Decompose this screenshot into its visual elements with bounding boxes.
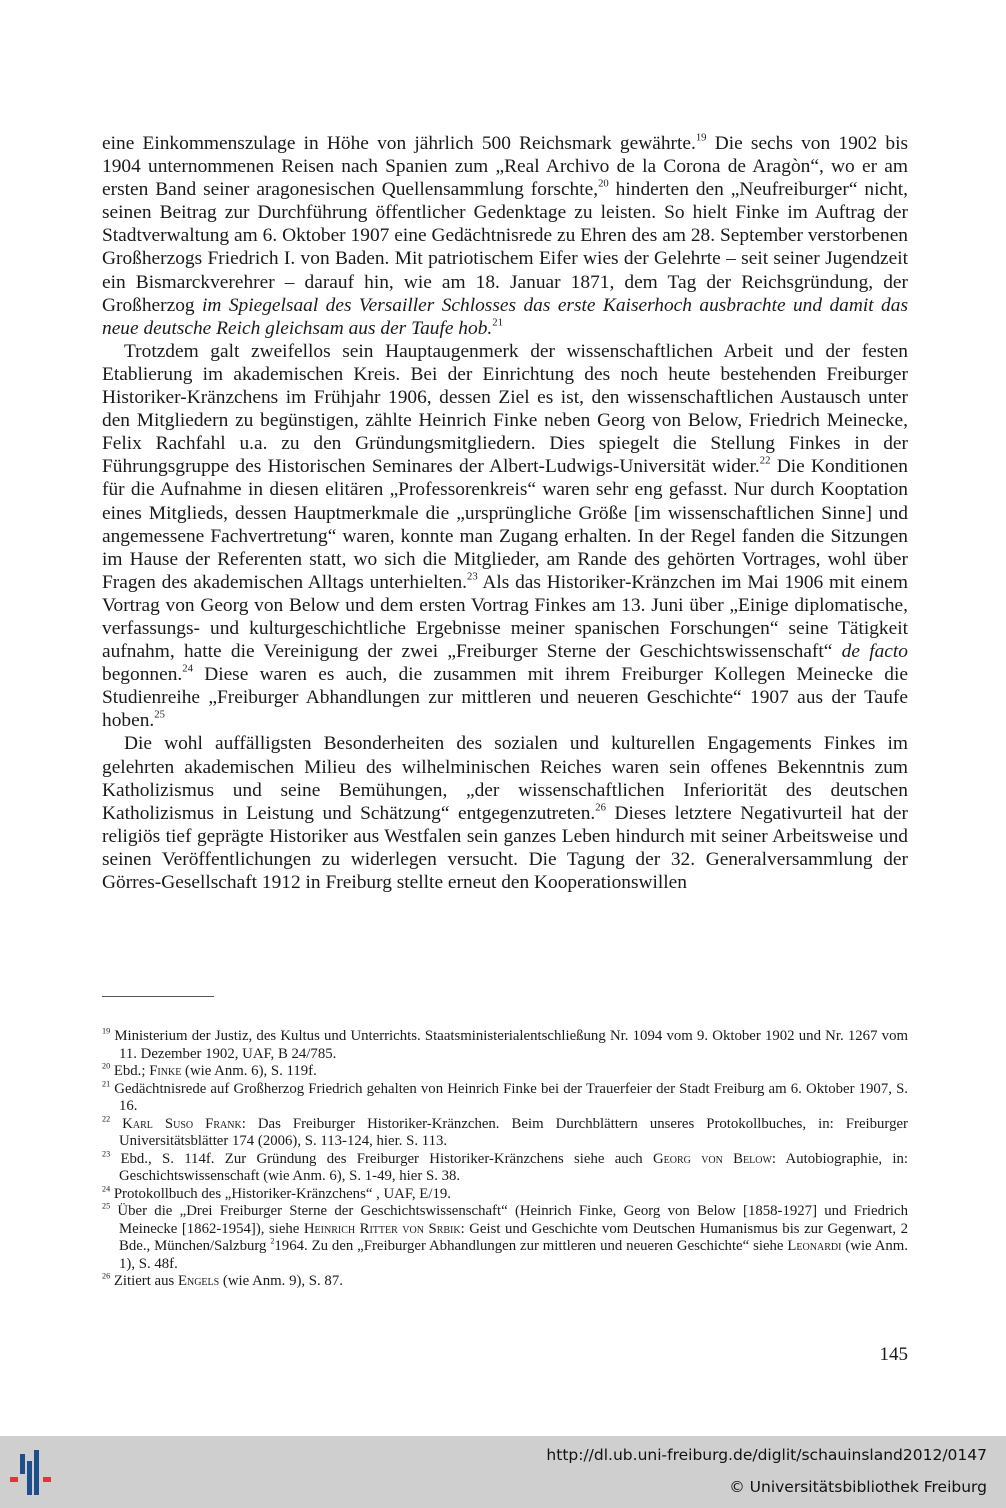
footnote-number: 24 [102,1184,111,1193]
footnote-text: (wie Anm. 1), S. 48f. [119,1238,908,1272]
italic-term: de facto [841,641,908,663]
text-run: Die Konditionen für die Aufnahme in diesen elitären „Professorenkreis“ waren sehr eng gefasst. Nur durch Kooptation eines Mitglieds, dessen Hauptmerkmale die „ursprüngliche Größe [im wissenschaftlichen Sinne] und angemessene Fachvertretung“ waren, konnte man Zugang erhalten. In der Regel fanden die Sitzungen im Hause der Referenten statt, wo sich die Mitglieder, am Rande des gehörten Vortrages, wohl über Fragen des akademischen Alltags unterhielten. [102,456,908,593]
footnote-21 [102,1081,908,1116]
footnote-23 [102,1151,908,1186]
footnote-19 [102,1028,908,1063]
page-number: 145 [879,1344,908,1365]
footnote-separator [102,996,214,997]
author-name: Karl Suso Frank [122,1115,242,1132]
footnote-number: 22 [102,1114,111,1123]
quotation-italic: im Spiegelsaal des Versailler Schlosses das erste Kaiserhoch ausbrachte und damit das neue deutsche Reich gleichsam aus der Taufe hob. [102,294,908,339]
footnote-ref-19[interactable]: 19 [695,131,707,144]
footnote-number: 19 [102,1026,111,1036]
footnote-ref-22[interactable]: 22 [759,454,771,467]
footnote-ref-26[interactable]: 26 [595,801,606,814]
footnote-text: Ebd.; [113,1063,150,1079]
footnote-text: Zitiert aus [113,1273,178,1289]
footnote-ref-21[interactable]: 21 [492,316,503,329]
author-name: Georg von Below [652,1150,772,1167]
footnote-26 [102,1273,908,1291]
footnote-24 [102,1186,908,1204]
author-name: Engels [177,1273,220,1289]
footnote-text: : Geist und Geschichte vom Deutschen Humanismus bis zur Gegenwart, 2 Bde., München/Salzburg [119,1220,908,1254]
author-name: Finke [149,1063,182,1079]
footnote-number: 26 [102,1271,111,1281]
text-run: Trotzdem galt zweifellos sein Hauptaugenmerk der wissenschaftlichen Arbeit und der festen Etablierung im akademischen Kreis. Bei der Einrichtung des noch heute bestehenden Freiburger Historiker-Kränzchens im Frühjahr 1906, dessen Ziel es ist, den wissenschaftlichen Austausch unter den Mitgliedern zu begünstigen, zählte Heinrich Finke neben Georg von Below, Friedrich Meinecke, Felix Rachfahl u.a. zu den Gründungsmitgliedern. Dies spiegelt die Stellung Finkes in der Führungsgruppe des Historischen Seminares der Albert-Ludwigs-Universität wider. [102,340,908,478]
text-run: begonnen. [102,664,183,686]
footnote-text: (wie Anm. 6), S. 119f. [181,1063,317,1079]
footnote-text: : Autobiographie, in: Geschichtswissenschaft (wie Anm. 6), S. 1-49, hier S. 38. [119,1150,909,1184]
footnote-number: 25 [102,1201,111,1211]
footnote-text: (wie Anm. 9), S. 87. [219,1273,343,1289]
footnotes [102,1028,908,1291]
text-run: eine Einkommenszulage in Höhe von jährlich 500 Reichsmark gewährte. [102,133,696,154]
footnote-ref-20[interactable]: 20 [598,177,609,190]
text-run: Als das Historiker-Kränzchen im Mai 1906 mit einem Vortrag von Georg von Below und dem ersten Vortrag Finkes am 13. Juni über „Einige diplomatische, verfassungs- und kulturgeschichtliche Ergebnisse meiner spanischen Forschungen“ seine Tätigkeit aufnahm, hatte die Vereinigung der zwei „Freiburger Sterne der Geschichtswissenschaft“ [102,571,908,663]
author-name: Heinrich Ritter von Srbik [303,1220,461,1237]
footnote-text: Über die „Drei Freiburger Sterne der Geschichtswissenschaft“ (Heinrich Finke, Georg von Below [1858-1927] und Friedrich Meinecke [1862-1954]), siehe [117,1203,909,1237]
footnote-text: Protokollbuch des „Historiker-Kränzchens“ , UAF, E/19. [113,1185,451,1202]
footnote-ref-24[interactable]: 24 [182,662,193,675]
footnote-20 [102,1063,908,1081]
text-run: Die sechs von 1902 bis 1904 unternommenen Reisen nach Spanien zum „Real Archivo de la Corona de Aragòn“, wo er am ersten Band seiner aragonesischen Quellensammlung forschte, [102,133,908,201]
footnote-number: 23 [102,1149,111,1158]
text-run: Dieses letztere Negativurteil hat der religiös tief geprägte Historiker aus Westfalen sein ganzes Leben hindurch mit seiner Arbeitsweise und seinen Veröffentlichungen zu widerlegen versucht. Die Tagung der 32. Generalversammlung der Görres-Gesellschaft 1912 in Freiburg stellte erneut den Kooperationswillen [102,802,908,893]
paragraph-2 [102,340,908,733]
university-library-logo-icon [7,1446,63,1502]
text-run: Diese waren es auch, die zusammen mit ihrem Freiburger Kollegen Meinecke die Studienreihe „Freiburger Abhandlungen zur mittleren und neueren Geschichte“ 1907 aus der Taufe hoben. [102,664,908,732]
footnote-number: 21 [102,1079,111,1088]
footnote-ref-25[interactable]: 25 [154,708,165,721]
main-text [102,132,908,894]
footnote-number: 20 [102,1061,111,1071]
footnote-ref-23[interactable]: 23 [467,570,478,583]
copyright-notice: © Universitätsbibliothek Freiburg [729,1478,987,1496]
edition-number: 2 [270,1236,275,1246]
author-name: Leonardi [787,1238,842,1254]
footnote-text: 1964. Zu den „Freiburger Abhandlungen zur mittleren und neueren Geschichte“ siehe [274,1238,788,1254]
text-run: Die wohl auffälligsten Besonderheiten des sozialen und kulturellen Engagements Finkes im gelehrten akademischen Milieu des wilhelminischen Reiches waren sein offenes Bekenntnis zum Katholizismus und seine Bemühungen, „der wissenschaftlichen Inferiorität des deutschen Katholizismus in Leistung und Schätzung“ entgegenzutreten. [102,733,908,824]
footnote-text: Ministerium der Justiz, des Kultus und Unterrichts. Staatsministerialentschließung Nr. 1094 vom 9. Oktober 1902 und Nr. 1267 vom 11. Dezember 1902, UAF, B 24/785. [114,1028,908,1062]
footnote-text: : Das Freiburger Historiker-Kränzchen. Beim Durchblättern unseres Protokollbuches, in: Freiburger Universitätsblätter 174 (2006), S. 113-124, hier. S. 113. [119,1115,908,1149]
paragraph-1 [102,132,908,340]
document-url-link[interactable]: http://dl.ub.uni-freiburg.de/diglit/schauinsland2012/0147 [546,1446,987,1464]
viewer-footer-bar [0,1436,1006,1508]
footnote-25 [102,1203,908,1273]
footnote-text: Ebd., S. 114f. Zur Gründung des Freiburger Historiker-Kränzchens siehe auch [120,1150,653,1167]
footnote-22 [102,1116,908,1151]
text-run: hinderten den „Neufreiburger“ nicht, seinen Beitrag zur Durchführung öffentlicher Gedenktage zu leisten. So hielt Finke im Auftrag der Stadtverwaltung am 6. Oktober 1907 eine Gedächtnisrede zu Ehren des am 28. September verstorbenen Großherzogs Friedrich I. von Baden. Mit patriotischem Eifer wies der Gelehrte – seit seiner Jugendzeit ein Bismarckverehrer – darauf hin, wie am 18. Januar 1871, dem Tag der Reichsgründung, der Großherzog [102,179,908,316]
paragraph-3 [102,732,908,894]
footnote-text: Gedächtnisrede auf Großherzog Friedrich gehalten von Heinrich Finke bei der Trauerfeier der Stadt Freiburg am 6. Oktober 1907, S. 16. [114,1080,908,1114]
